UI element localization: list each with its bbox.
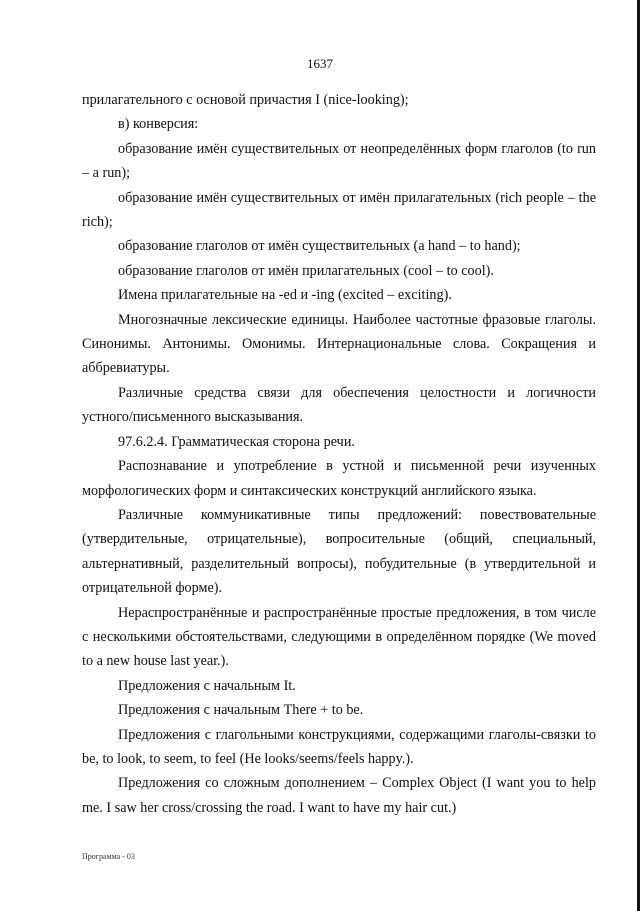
paragraph: Предложения с начальным It.	[118, 677, 296, 694]
paragraph: Предложения с начальным There + to be.	[118, 702, 364, 719]
paragraph: в) конверсия:	[118, 116, 199, 133]
paragraph: Многозначные лексические единицы. Наиболее частотные фразовые глаголы. Синонимы. Антонимы. Омонимы. Интернациональные слова. Сокращения и аббревиатуры.	[82, 311, 596, 377]
paragraph: образование имён существительных от неопределённых форм глаголов (to run – a run);	[82, 140, 596, 182]
paragraph: образование имён существительных от имён прилагательных (rich people – the rich);	[82, 189, 596, 231]
paragraph: Различные средства связи для обеспечения целостности и логичности устного/письменного высказывания.	[82, 384, 596, 426]
paragraph: прилагательного с основой причастия I (nice-looking);	[82, 92, 409, 108]
paragraph: Предложения со сложным дополнением – Complex Object (I want you to help me. I saw her cross/crossing the road. I want to have my hair cut.)	[82, 775, 596, 816]
document-body	[82, 88, 596, 820]
paragraph: Распознавание и употребление в устной и письменной речи изученных морфологических форм и синтаксических конструкций английского языка.	[82, 458, 596, 499]
paragraph: образование глаголов от имён существительных (a hand – to hand);	[118, 238, 521, 255]
paragraph: Имена прилагательные на -ed и -ing (excited – exciting).	[118, 287, 452, 304]
paragraph: образование глаголов от имён прилагательных (cool – to cool).	[118, 262, 494, 279]
section-heading: 97.6.2.4. Грамматическая сторона речи.	[118, 433, 355, 450]
page-footer: Программа - 03	[82, 852, 135, 861]
paragraph: Различные коммуникативные типы предложений: повествовательные (утвердительные, отрицательные), вопросительные (общий, специальный, альтернативный, разделительный вопросы), побудительные (в утвердительной и отрицательной форме).	[82, 506, 596, 597]
paragraph: Предложения с глагольными конструкциями, содержащими глаголы-связки to be, to look, to seem, to feel (He looks/seems/feels happy.).	[82, 726, 596, 767]
page-number: 1637	[307, 56, 333, 71]
paragraph: Нераспространённые и распространённые простые предложения, в том числе с несколькими обстоятельствами, следующими в определённом порядке (We moved to a new house last year.).	[82, 604, 596, 670]
